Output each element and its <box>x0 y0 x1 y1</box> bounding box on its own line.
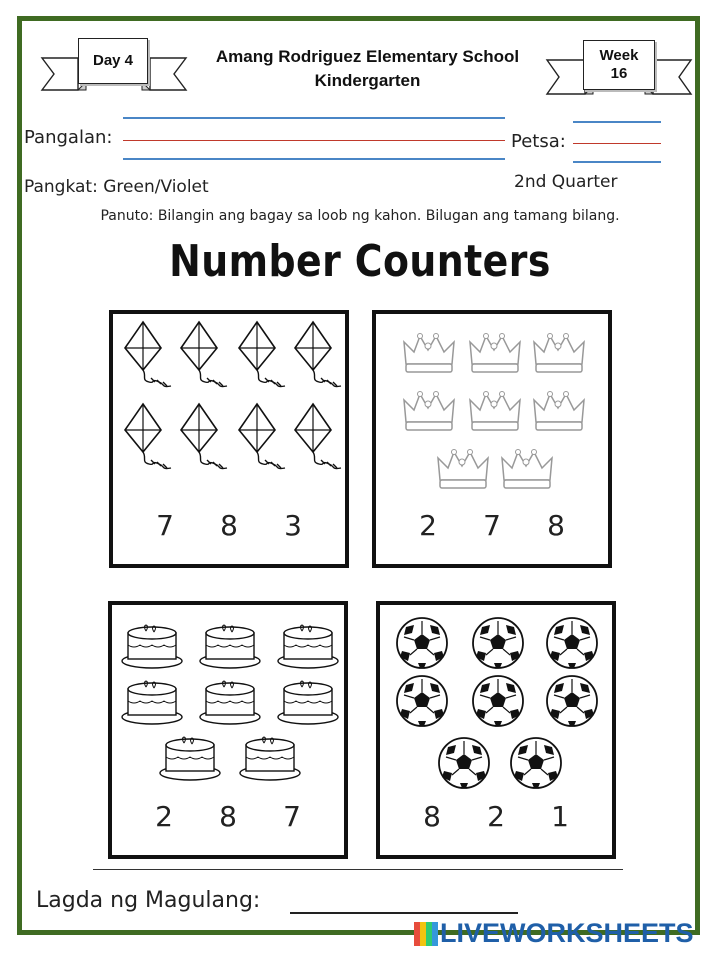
choice-option[interactable]: 8 <box>220 509 238 542</box>
choice-option[interactable]: 2 <box>419 509 437 542</box>
choices-cakes <box>112 800 344 833</box>
school-header <box>190 45 545 93</box>
exercise-box-crowns <box>372 310 612 568</box>
choice-option[interactable]: 2 <box>155 800 173 833</box>
exercise-box-cakes <box>108 601 348 859</box>
date-line-bottom <box>573 161 661 163</box>
grade-level: Kindergarten <box>314 71 421 90</box>
section-row <box>24 177 209 197</box>
date-field[interactable] <box>573 143 661 144</box>
worksheet-title: Number Counters <box>169 236 551 287</box>
name-label: Pangalan: <box>24 127 113 148</box>
choices-kites <box>113 509 345 542</box>
kite-icons <box>117 320 345 480</box>
crown-icons <box>396 328 596 498</box>
choices-soccer-balls <box>380 800 612 833</box>
exercise-box-kites <box>109 310 349 568</box>
signature-field[interactable] <box>290 912 518 914</box>
choice-option[interactable]: 8 <box>219 800 237 833</box>
quarter-label: 2nd Quarter <box>514 172 618 192</box>
school-name: Amang Rodriguez Elementary School <box>215 47 520 66</box>
date-label: Petsa: <box>511 131 566 152</box>
day-label: Day 4 <box>78 38 148 84</box>
name-line-top <box>123 117 505 119</box>
liveworksheets-logo-icon <box>414 922 440 946</box>
choice-option[interactable]: 7 <box>483 509 501 542</box>
date-line-top <box>573 121 661 123</box>
choice-option[interactable]: 2 <box>487 800 505 833</box>
section-label: Pangkat: <box>24 177 98 197</box>
week-number: 16 <box>610 65 628 82</box>
week-word: Week <box>599 47 639 64</box>
choice-option[interactable]: 7 <box>283 800 301 833</box>
footer-divider <box>93 869 623 870</box>
name-field[interactable] <box>123 140 505 141</box>
liveworksheets-watermark <box>414 918 694 949</box>
section-value: Green/Violet <box>103 177 209 197</box>
name-line-bottom <box>123 158 505 160</box>
exercise-box-soccer-balls <box>376 601 616 859</box>
choice-option[interactable]: 1 <box>551 800 569 833</box>
soccer-ball-icons <box>392 615 608 795</box>
choices-crowns <box>376 509 608 542</box>
watermark-text: LIVEWORKSHEETS <box>440 918 694 948</box>
choice-option[interactable]: 3 <box>284 509 302 542</box>
instructions: Panuto: Bilangin ang bagay sa loob ng kahon. Bilugan ang tamang bilang. <box>100 208 620 224</box>
signature-label: Lagda ng Magulang: <box>36 888 261 913</box>
week-label <box>583 40 655 90</box>
cake-icons <box>120 619 340 789</box>
choice-option[interactable]: 8 <box>423 800 441 833</box>
choice-option[interactable]: 7 <box>156 509 174 542</box>
choice-option[interactable]: 8 <box>547 509 565 542</box>
